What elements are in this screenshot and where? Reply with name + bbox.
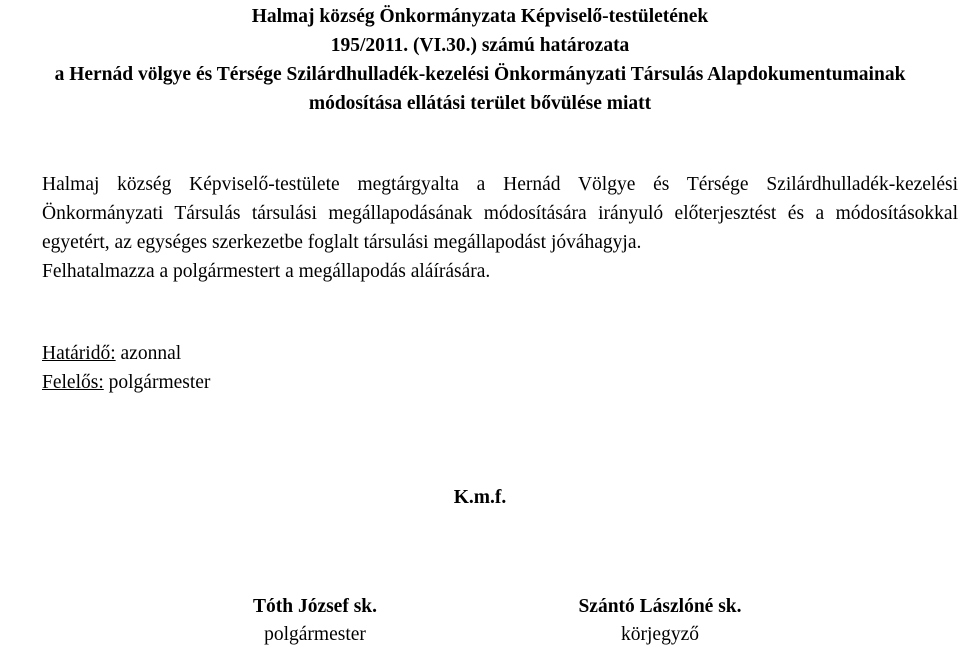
resolution-body [42, 170, 958, 286]
signature-notary [540, 593, 780, 649]
responsible-row [42, 368, 210, 397]
signature-mayor [200, 593, 430, 649]
header-line-2: 195/2011. (VI.30.) számú határozata [330, 35, 630, 56]
responsible-label: Felelős: [42, 372, 104, 393]
signature-name: Szántó Lászlóné sk. [578, 596, 742, 617]
signature-title: körjegyző [621, 624, 699, 645]
kmf-mark: K.m.f. [453, 487, 507, 508]
document-header [0, 2, 960, 118]
resolution-meta [42, 339, 210, 397]
authorization-paragraph: Felhatalmazza a polgármestert a megállapodás aláírására. [42, 261, 491, 282]
responsible-value: polgármester [103, 372, 211, 393]
deadline-value: azonnal [115, 343, 182, 364]
signature-title: polgármester [264, 624, 366, 645]
deadline-row [42, 339, 210, 368]
header-line-1: Halmaj község Önkormányzata Képviselő-testületének [251, 6, 709, 27]
header-line-4: módosítása ellátási terület bővülése miatt [308, 93, 652, 114]
signature-name: Tóth József sk. [252, 596, 378, 617]
header-line-3: a Hernád völgye és Térsége Szilárdhulladék-kezelési Önkormányzati Társulás Alapdokumentumainak [54, 64, 906, 85]
deadline-label: Határidő: [42, 343, 116, 364]
resolution-paragraph: Halmaj község Képviselő-testülete megtárgyalta a Hernád Völgye és Térsége Szilárdhulladék-kezelési Önkormányzati Társulás társulási megállapodásának módosítására irányuló előterjesztést és a módosításokkal egyetért, az egységes szerkezetbe foglalt társulási megállapodást jóváhagyja. [42, 174, 958, 253]
